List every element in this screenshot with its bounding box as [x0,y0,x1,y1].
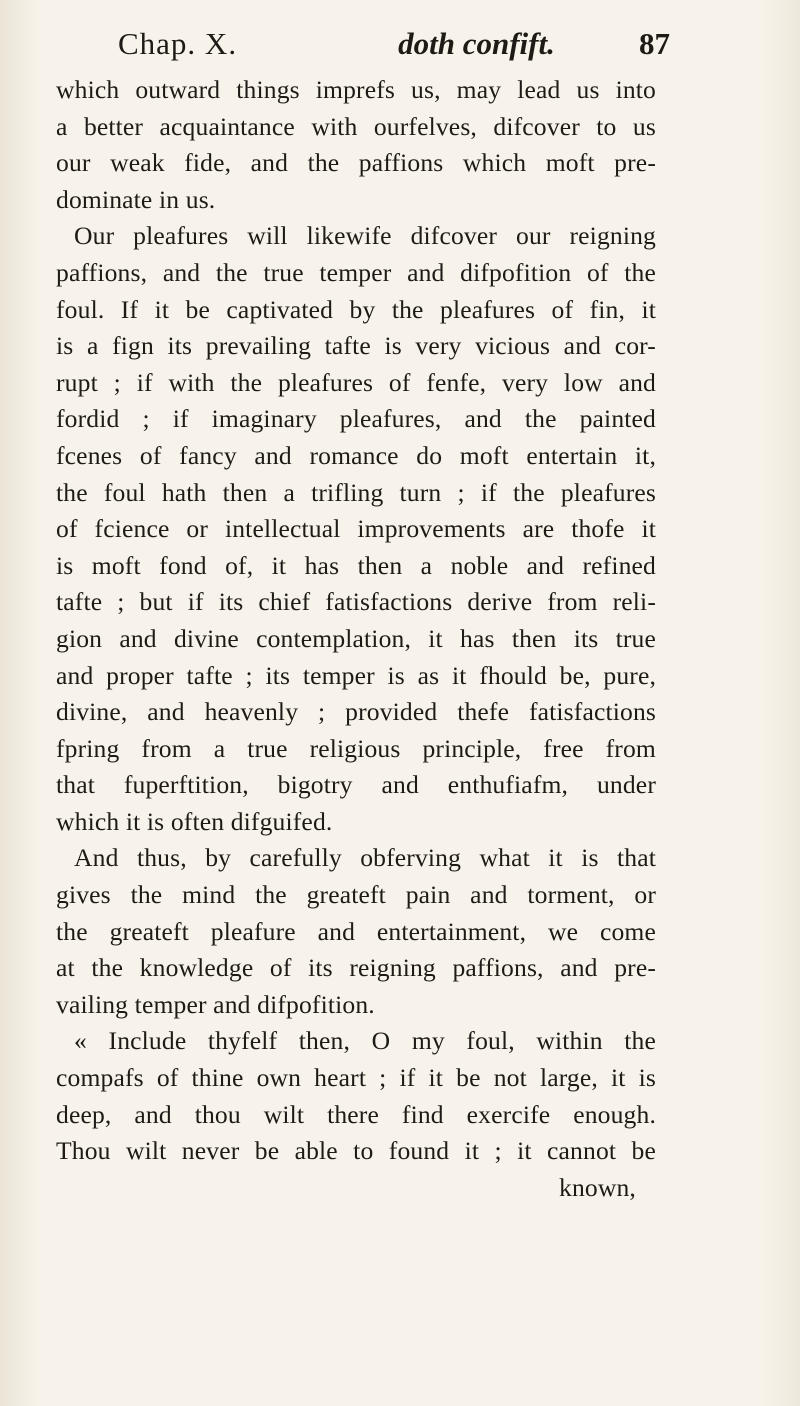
text-line: that fuperftition, bigotry and enthufiafm, under [56,770,656,800]
text-line: vailing temper and difpofition. [56,989,375,1019]
text-line: deep, and thou wilt there find exercife enough. [56,1099,656,1129]
page-number: 87 [639,26,670,61]
text-line: fordid ; if imaginary pleafures, and the painted [56,404,656,434]
text-line: is moft fond of, it has then a noble and refined [56,550,656,580]
text-line: fpring from a true religious principle, free from [56,733,656,763]
chapter-heading: Chap. X. [118,26,238,61]
text-line: Our pleafures will likewife difcover our reigning [74,221,656,251]
text-line: gives the mind the greateft pain and torment, or [56,880,656,910]
text-line: at the knowledge of its reigning paffions, and pre- [56,953,656,983]
text-line: And thus, by carefully obferving what it is that [74,843,656,873]
main-text [56,72,656,1206]
catchword: known, [559,1172,636,1202]
text-line: dominate in us. [56,184,216,214]
text-line: is a fign its prevailing tafte is very vicious and cor- [56,331,656,361]
running-title: doth confift. [398,26,555,61]
page-header [118,16,670,72]
text-line: and proper tafte ; its temper is as it fhould be, pure, [56,660,656,690]
text-line: which it is often difguifed. [56,806,333,836]
text-line: rupt ; if with the pleafures of fenfe, very low and [56,367,656,397]
text-line: Thou wilt never be able to found it ; it cannot be [56,1136,656,1166]
text-line: which outward things imprefs us, may lead us into [56,75,656,104]
text-line: « Include thyfelf then, O my foul, within the [74,1026,656,1056]
text-line: gion and divine contemplation, it has then its true [56,623,656,653]
text-line: of fcience or intellectual improvements are thofe it [56,514,656,544]
text-line: compafs of thine own heart ; if it be not large, it is [56,1063,656,1093]
text-line: foul. If it be captivated by the pleafures of fin, it [56,294,656,324]
text-line: our weak fide, and the paffions which moft pre- [56,148,656,178]
text-line: tafte ; but if its chief fatisfactions derive from reli- [56,587,656,617]
text-line: the foul hath then a trifling turn ; if the pleafures [56,477,656,507]
text-line: a better acquaintance with ourfelves, difcover to us [56,111,656,141]
text-line: the greateft pleafure and entertainment, we come [56,916,656,946]
text-line: divine, and heavenly ; provided thefe fatisfactions [56,697,656,727]
text-line: paffions, and the true temper and difpofition of the [56,257,656,287]
text-line: fcenes of fancy and romance do moft entertain it, [56,440,656,470]
